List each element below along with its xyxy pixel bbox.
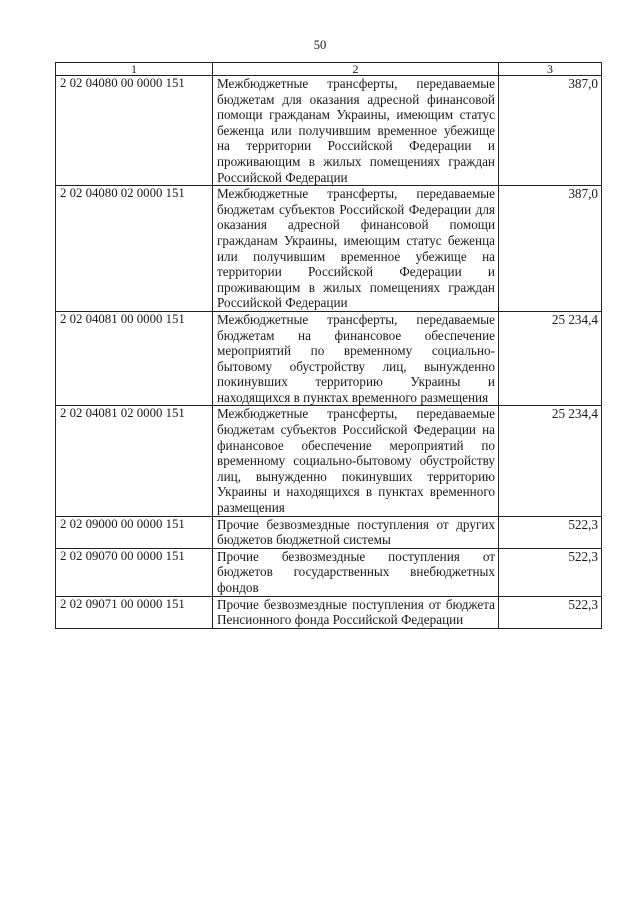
budget-description: Прочие безвозмездные поступления от бюджетов государственных внебюджетных фондов xyxy=(213,548,499,596)
budget-description: Межбюджетные трансферты, передаваемые бюджетам субъектов Российской Федерации для оказания адресной финансовой помощи гражданам Украины, имеющим статус беженца или получившим временное убежище на территории Российской Федерации и проживающим в жилых помещениях граждан Российской Федерации xyxy=(213,186,499,312)
column-header-3: 3 xyxy=(499,63,602,76)
table-row xyxy=(56,548,602,596)
budget-amount: 387,0 xyxy=(499,76,602,186)
budget-code: 2 02 04081 00 0000 151 xyxy=(56,311,213,406)
column-header-2: 2 xyxy=(213,63,499,76)
table-row xyxy=(56,516,602,548)
budget-description: Межбюджетные трансферты, передаваемые бюджетам на финансовое обеспечение мероприятий по временному социально-бытовому обустройству лиц, вынужденно покинувших территорию Украины и находящихся в пунктах временного размещения xyxy=(213,311,499,406)
table-row xyxy=(56,76,602,186)
budget-code: 2 02 04080 02 0000 151 xyxy=(56,186,213,312)
table-row xyxy=(56,406,602,516)
budget-code: 2 02 09000 00 0000 151 xyxy=(56,516,213,548)
budget-amount: 522,3 xyxy=(499,596,602,628)
budget-amount: 25 234,4 xyxy=(499,406,602,516)
budget-description: Прочие безвозмездные поступления от других бюджетов бюджетной системы xyxy=(213,516,499,548)
budget-description: Прочие безвозмездные поступления от бюджета Пенсионного фонда Российской Федерации xyxy=(213,596,499,628)
budget-amount: 25 234,4 xyxy=(499,311,602,406)
table-row xyxy=(56,596,602,628)
table-header-row xyxy=(56,63,602,76)
budget-amount: 522,3 xyxy=(499,548,602,596)
table-row xyxy=(56,186,602,312)
budget-code: 2 02 09070 00 0000 151 xyxy=(56,548,213,596)
budget-amount: 522,3 xyxy=(499,516,602,548)
page-number: 50 xyxy=(313,38,327,52)
budget-description: Межбюджетные трансферты, передаваемые бюджетам для оказания адресной финансовой помощи гражданам Украины, имеющим статус беженца или получившим временное убежище на территории Российской Федерации и проживающим в жилых помещениях граждан Российской Федерации xyxy=(213,76,499,186)
budget-code: 2 02 04080 00 0000 151 xyxy=(56,76,213,186)
budget-revenue-table xyxy=(55,62,602,629)
budget-amount: 387,0 xyxy=(499,186,602,312)
table-row xyxy=(56,311,602,406)
column-header-1: 1 xyxy=(56,63,213,76)
budget-code: 2 02 04081 02 0000 151 xyxy=(56,406,213,516)
budget-description: Межбюджетные трансферты, передаваемые бюджетам субъектов Российской Федерации на финансовое обеспечение мероприятий по временному социально-бытовому обустройству лиц, вынужденно покинувших территорию Украины и находящихся в пунктах временного размещения xyxy=(213,406,499,516)
budget-code: 2 02 09071 00 0000 151 xyxy=(56,596,213,628)
